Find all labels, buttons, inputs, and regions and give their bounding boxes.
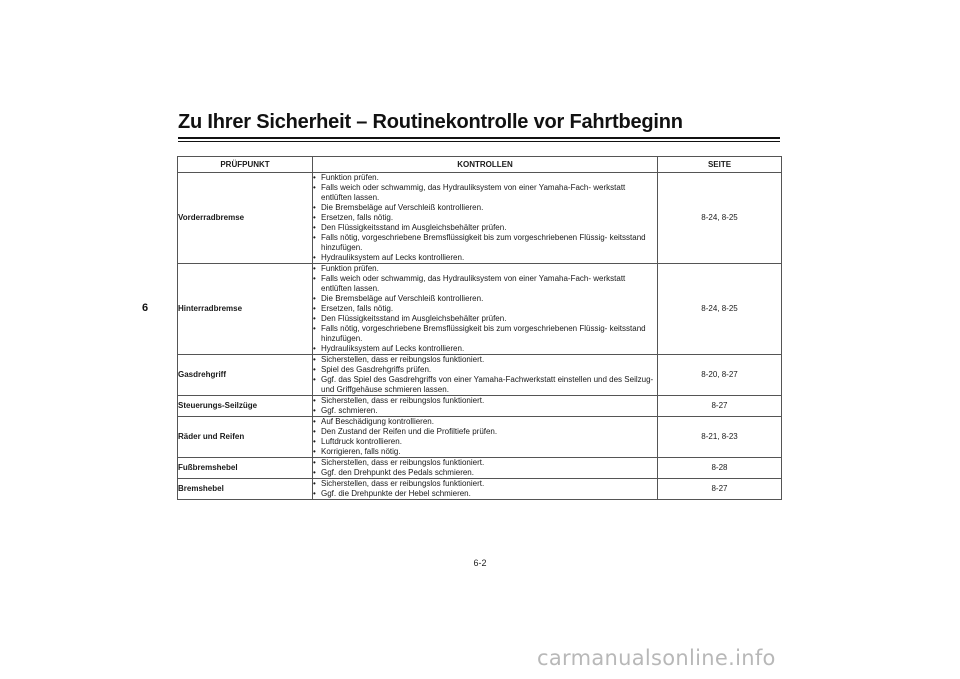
check-list xyxy=(313,396,657,416)
table-row xyxy=(178,264,782,355)
check-item-name: Fußbremshebel xyxy=(178,458,313,479)
chapter-tab: 6 xyxy=(142,302,149,314)
check-step: • Ggf. das Spiel des Gasdrehgriffs von einer Yamaha-Fachwerkstatt einstellen und des Seilzug- und Griffgehäuse schmieren lassen. xyxy=(313,375,657,395)
check-list xyxy=(313,417,657,457)
check-step: • Falls nötig, vorgeschriebene Bremsflüssigkeit bis zum vorgeschriebenen Flüssig- keitsstand hinzufügen. xyxy=(313,324,657,344)
checklist-table xyxy=(177,156,782,500)
check-step: • Sicherstellen, dass er reibungslos funktioniert. xyxy=(313,355,657,365)
page-title: Zu Ihrer Sicherheit – Routinekontrolle vor Fahrtbeginn xyxy=(178,111,683,133)
page-reference: 8-24, 8-25 xyxy=(658,173,782,264)
check-item-name: Bremshebel xyxy=(178,479,313,500)
check-step: • Den Zustand der Reifen und die Profiltiefe prüfen. xyxy=(313,427,657,437)
check-step: • Hydrauliksystem auf Lecks kontrollieren. xyxy=(313,253,657,263)
title-rule-thick xyxy=(178,137,780,139)
page-reference: 8-20, 8-27 xyxy=(658,355,782,396)
check-item-name: Vorderradbremse xyxy=(178,173,313,264)
check-step: • Sicherstellen, dass er reibungslos funktioniert. xyxy=(313,458,657,468)
table-row xyxy=(178,173,782,264)
page-number: 6-2 xyxy=(473,558,487,568)
check-step: • Spiel des Gasdrehgriffs prüfen. xyxy=(313,365,657,375)
check-item-name: Hinterradbremse xyxy=(178,264,313,355)
page-reference: 8-28 xyxy=(658,458,782,479)
check-instructions xyxy=(313,417,658,458)
check-step: • Falls weich oder schwammig, das Hydrauliksystem von einer Yamaha-Fach- werkstatt entlüften lassen. xyxy=(313,183,657,203)
table-row xyxy=(178,355,782,396)
check-step: • Auf Beschädigung kontrollieren. xyxy=(313,417,657,427)
page-reference: 8-24, 8-25 xyxy=(658,264,782,355)
check-step: • Ersetzen, falls nötig. xyxy=(313,213,657,223)
table-row xyxy=(178,458,782,479)
column-header-page: SEITE xyxy=(658,157,782,173)
check-step: • Ggf. die Drehpunkte der Hebel schmieren. xyxy=(313,489,657,499)
check-list xyxy=(313,173,657,263)
check-item-name: Gasdrehgriff xyxy=(178,355,313,396)
check-step: • Ersetzen, falls nötig. xyxy=(313,304,657,314)
column-header-checks: KONTROLLEN xyxy=(313,157,658,173)
check-instructions xyxy=(313,173,658,264)
page-reference: 8-27 xyxy=(658,479,782,500)
check-step: • Funktion prüfen. xyxy=(313,264,657,274)
check-step: • Ggf. den Drehpunkt des Pedals schmieren. xyxy=(313,468,657,478)
check-step: • Die Bremsbeläge auf Verschleiß kontrollieren. xyxy=(313,294,657,304)
table-row xyxy=(178,417,782,458)
title-rule-thin xyxy=(178,141,780,142)
check-step: • Ggf. schmieren. xyxy=(313,406,657,416)
check-step: • Sicherstellen, dass er reibungslos funktioniert. xyxy=(313,396,657,406)
check-instructions xyxy=(313,264,658,355)
check-item-name: Räder und Reifen xyxy=(178,417,313,458)
check-list xyxy=(313,264,657,354)
table-row xyxy=(178,479,782,500)
check-step: • Die Bremsbeläge auf Verschleiß kontrollieren. xyxy=(313,203,657,213)
check-step: • Den Flüssigkeitsstand im Ausgleichsbehälter prüfen. xyxy=(313,223,657,233)
check-instructions xyxy=(313,458,658,479)
check-step: • Funktion prüfen. xyxy=(313,173,657,183)
page-reference: 8-21, 8-23 xyxy=(658,417,782,458)
column-header-item: PRÜFPUNKT xyxy=(178,157,313,173)
check-step: • Sicherstellen, dass er reibungslos funktioniert. xyxy=(313,479,657,489)
watermark: carmanualsonline.info xyxy=(537,646,776,670)
table-row xyxy=(178,396,782,417)
check-step: • Korrigieren, falls nötig. xyxy=(313,447,657,457)
check-step: • Falls weich oder schwammig, das Hydrauliksystem von einer Yamaha-Fach- werkstatt entlüften lassen. xyxy=(313,274,657,294)
check-item-name: Steuerungs-Seilzüge xyxy=(178,396,313,417)
check-instructions xyxy=(313,396,658,417)
check-list xyxy=(313,479,657,499)
check-instructions xyxy=(313,355,658,396)
check-instructions xyxy=(313,479,658,500)
table-header-row xyxy=(178,157,782,173)
check-step: • Hydrauliksystem auf Lecks kontrollieren. xyxy=(313,344,657,354)
check-list xyxy=(313,355,657,395)
check-step: • Den Flüssigkeitsstand im Ausgleichsbehälter prüfen. xyxy=(313,314,657,324)
check-step: • Luftdruck kontrollieren. xyxy=(313,437,657,447)
check-list xyxy=(313,458,657,478)
check-step: • Falls nötig, vorgeschriebene Bremsflüssigkeit bis zum vorgeschriebenen Flüssig- keitsstand hinzufügen. xyxy=(313,233,657,253)
page-reference: 8-27 xyxy=(658,396,782,417)
